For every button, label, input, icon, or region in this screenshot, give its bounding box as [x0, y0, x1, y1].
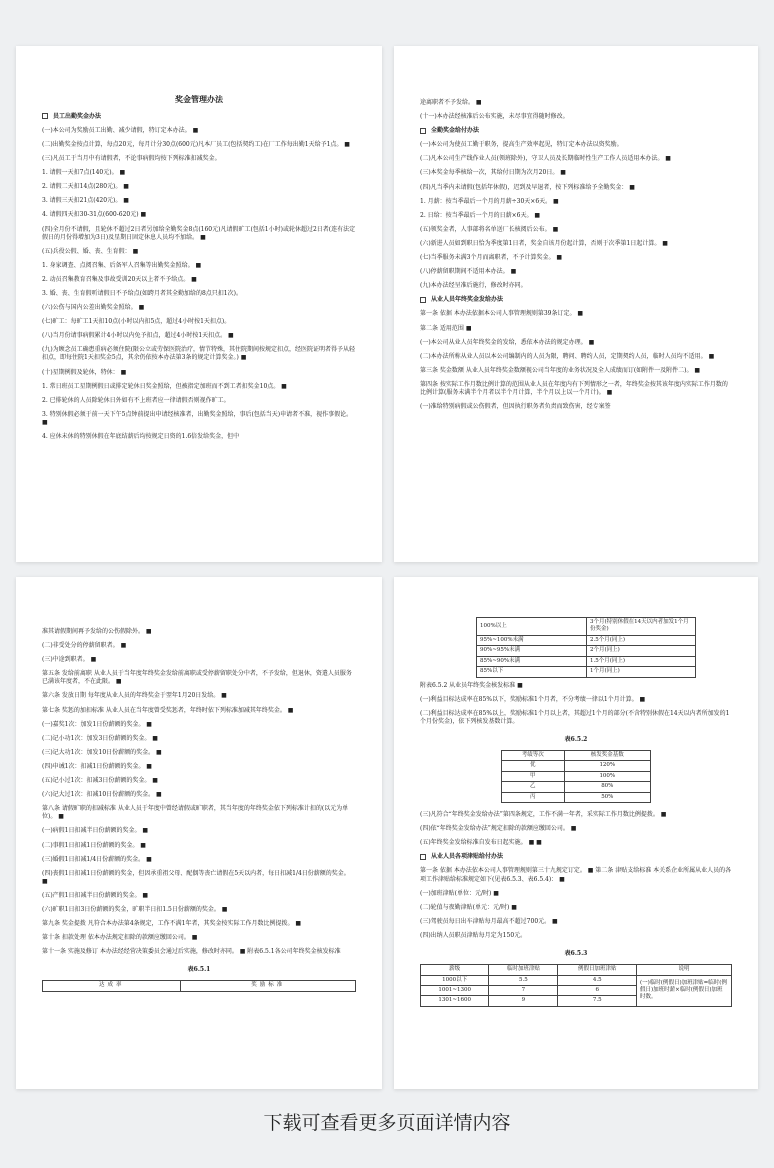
table-cell: 7 [489, 985, 558, 995]
paragraph: (三)凡员工于当月中有请假者，不论事病假均按下列标准扣减奖金。 [42, 155, 221, 163]
award-standard-table [42, 980, 356, 991]
checkbox-icon [420, 297, 426, 303]
table-cell: 100%以上 [477, 618, 587, 636]
paragraph: (四)凡当季内未请假(包括年休假)，迟到及早退者，按下列标准给予全勤奖金： ■ [420, 183, 635, 191]
paragraph-list [42, 628, 356, 956]
table-cell: 95%~100%未满 [477, 635, 587, 645]
paragraph: (一)加班津贴(单位：元/时) ■ [420, 889, 499, 897]
table-row [502, 761, 651, 771]
table-cell: 1个月(同上) [587, 667, 696, 677]
table-row [477, 635, 696, 645]
section-heading: 员工出勤奖金办法 [42, 113, 356, 121]
paragraph: (六)公伤与国内公差出勤奖金照给。 ■ [42, 304, 145, 312]
paragraph: 第六条 发放日期 每年度从业人员的年终奖金于翌年1月20日发给。 ■ [42, 692, 227, 700]
checkbox-icon [420, 128, 426, 134]
table-header-cell: 奖励标准 [181, 981, 356, 991]
table-cell: 4.5 [558, 975, 637, 985]
table-caption: 表6.5.2 [564, 735, 588, 743]
paragraph: (六)记大过1次：扣减10日份薪额的奖金。 ■ [42, 791, 162, 799]
table-header-cell: 达成率 [43, 981, 181, 991]
table-row [502, 792, 651, 802]
table-row [477, 667, 696, 677]
paragraph: (一)本公司为使员工勤于职务，提高生产效率起见，特订定本办法以资奖励。 [420, 141, 623, 149]
paragraph: 第一条 依据 本办法依本公司人事管理规则第三十九规定订定。 ■ 第二条 津贴支给标准 本关系企业所属从业人员的各项工作津贴给标准规定如下(见表6.5.3、表6.5.4)： ■ [420, 867, 732, 883]
table-header-cell: 临时加班津贴 [489, 965, 558, 975]
paragraph-list [420, 682, 732, 726]
paragraph-list [420, 811, 732, 847]
paragraph: (三)记大功1次：加发10日份薪额的奖金。 ■ [42, 748, 162, 756]
paragraph: (四)丧假1日扣减1日份薪额的奖金，但因承重祖父母、配偶等丧亡请假在5天以内者，每日扣减1/4日份薪额的奖金。 ■ [42, 869, 350, 885]
paragraph: (四)申诫1次：扣减1日份薪额的奖金。 ■ [42, 762, 152, 770]
paragraph: (三)婚假1日扣减1/4日份薪额的奖金。 ■ [42, 855, 152, 863]
paragraph: (三)驾驶员每日出车津贴每月最高不超过700元。 ■ [420, 917, 558, 925]
paragraph: (四)依“年终奖金发给办法”规定扣除的款额应缴回公司。 ■ [420, 825, 577, 833]
paragraph: (一)准给特别病假或公伤假者，但因执行职务者负责而致伤害，经专案签 [420, 403, 611, 411]
table-cell: 优 [502, 761, 565, 771]
checkbox-icon [42, 113, 48, 119]
paragraph: (五)产假1日扣减半日份薪额的奖金。 ■ [42, 891, 149, 899]
paragraph: (十)星期例假及轮休，特休： ■ [42, 368, 127, 376]
paragraph: 3. 请假三天扣21点(420元)。 ■ [42, 197, 129, 205]
table-cell: 1.5个月(同上) [587, 656, 696, 666]
table-header-cell: 核发奖金基数 [564, 751, 650, 761]
paragraph: 4. 请假四天扣30-31点(600-620元) ■ [42, 211, 147, 219]
paragraph: (二)出勤奖金按点计算，每点20元，每月计分30点(600元)凡本厂员工(包括契约工)在厂工作每出勤1天给予1点。 ■ [42, 140, 350, 148]
paragraph: (二)非受处分的停薪留职者。 ■ [42, 642, 127, 650]
paragraph: 2. 日给：按当季最后一个月的日薪×6天。 ■ [420, 211, 541, 219]
paragraph: 途离职者不予发给。 ■ [420, 99, 482, 106]
paragraph: (三)中途到职者。 ■ [42, 656, 97, 664]
paragraph: (五)年终奖金发给标准自发布日起实施。 ■ ■ [420, 839, 542, 847]
paragraph: 第四条 按实际工作月数比例计算的范围从业人员在年度内有下列情形之一者，年终奖金按其该年度内实际工作月数的比例计算(服务未满半个月者以半个月计算，半个月以上以一个月计)。 ■ [420, 380, 728, 396]
table-cell: 甲 [502, 771, 565, 781]
paragraph: (三)凡符合“年终奖金发给办法”第四条规定，工作不满一年者，采实际工作月数比例提拨。 ■ [420, 811, 667, 819]
paragraph: 4. 应休未休的特别休假在年底结薪后均按规定日资的1.6倍发给奖金，但中 [42, 433, 240, 441]
paragraph: (五)兵役公假、婚、丧、生育假： ■ [42, 247, 139, 255]
paragraph: (二)本办法所称从业人员以本公司编制内的人员为限，聘问、聘约人员，定期契约人员，临时人员均不适用。 ■ [420, 352, 715, 360]
paragraph-list [42, 127, 356, 441]
paragraph: 第七条 奖惩的加扣标准 从业人员在当年度曾受奖惩者，年终时依下列标准加减其年终奖金。 ■ [42, 706, 294, 714]
allowance-table [420, 964, 732, 1007]
table-header-cell: 说明 [637, 965, 732, 975]
paragraph: (一)嘉奖1次：加发1日份薪额的奖金。 ■ [42, 720, 152, 728]
table-header-cell: 薪级 [421, 965, 489, 975]
table-row [502, 771, 651, 781]
section-heading: 从业人员各项津贴给付办法 [420, 853, 732, 861]
paragraph: 第一条 依据 本办法依据本公司人事管理规则第39条订定。 ■ [420, 310, 584, 318]
paragraph: (一)病假1日扣减半日份薪额的奖金。 ■ [42, 827, 149, 835]
table-cell: 100% [564, 771, 650, 781]
table-cell: 85%以下 [477, 667, 587, 677]
table-cell: 乙 [502, 782, 565, 792]
paragraph: (九)为顾念员工确患重病必须住院(限公立或劳保医院治疗，情节特殊，其住院期间按规定扣点，经医院证明者得予从轻扣点，即每住院1天扣奖金5点，其余仍依按本办法第3条的规定计算奖金。) ■ [42, 346, 356, 362]
paragraph-list [420, 99, 732, 121]
paragraph: (八)当月份请事病假累计4小时以内免予扣点，超过4小时按1天扣点。 ■ [42, 332, 234, 340]
section-heading: 全勤奖金给付办法 [420, 127, 732, 135]
paragraph: (二)事假1日扣减1日份薪额的奖金。 ■ [42, 841, 146, 849]
table-row [477, 656, 696, 666]
table-header-cell: 例假日加班津贴 [558, 965, 637, 975]
table-cell: 1001~1300 [421, 985, 489, 995]
document-page-4 [394, 577, 758, 1089]
paragraph: (七)旷工：每旷工1天扣10点(小时以内扣5点，超过4小时按1天扣点)。 [42, 318, 231, 326]
paragraph: 1. 常日班员工星期例假日或排定轮休日奖金照给，但被指定加班而不到工者扣奖金10点。 ■ [42, 382, 287, 390]
paragraph: (四)全月份不请假，且轮休不超过2日者另加给全勤奖金8点(160元)凡请假旷工(包括1小时)或轮休超过2日者(连有法定假日的月份得增加为3日)及星期日固定休息人员均不加给。 ■ [42, 225, 356, 241]
paragraph: (八)停薪留职期间不适用本办法。 ■ [420, 268, 517, 276]
document-page-3 [16, 577, 382, 1089]
document-title: 奖金管理办法 [175, 94, 223, 104]
table-row [502, 782, 651, 792]
paragraph: (九)本办法经呈准后施行，修改时亦同。 [420, 282, 527, 290]
paragraph: 1. 月薪：按当季最后一个月的月薪÷30天×6天。 ■ [420, 197, 559, 205]
paragraph: (二)轮值与夜勤津贴(单元：元/时) ■ [420, 903, 517, 911]
table-cell: 120% [564, 761, 650, 771]
paragraph: 2. 已排轮休的人员除轮休日外如有不上班者应一律请假否则视作旷工。 [42, 396, 230, 404]
paragraph: 第八条 请假旷职的扣减标准 从业人员于年度中曾经请假或旷职者，其当年度的年终奖金依下列标准计扣的(以元为单位)。 ■ [42, 805, 349, 821]
checkbox-icon [420, 854, 426, 860]
paragraph: (四)出纳人员职员津贴每月定为150元。 [420, 931, 527, 939]
table-cell: 1301~1600 [421, 996, 489, 1006]
achievement-table [476, 617, 696, 678]
table-cell: 1000以下 [421, 975, 489, 985]
table-cell: 50% [564, 792, 650, 802]
paragraph: (一)本公司为奖励员工出勤、减少请假，特订定本办法。 ■ [42, 126, 199, 134]
paragraph: (六)新进人员如到职日恰为季度第1日者，奖金自该月份起计算，否则于次季第1日起计算。 ■ [420, 239, 668, 247]
table-row [477, 646, 696, 656]
paragraph: 附表6.5.2 从业员年终奖金核发标准 ■ [420, 681, 523, 689]
paragraph: 2. 动员召集教育召集及事故受训20天以上者不予给点。 ■ [42, 275, 197, 283]
paragraph: (一)利益目标达成率在85%以下，奖励标准1个月者，不分考绩一律以1个月计算。 ■ [420, 695, 646, 703]
paragraph-list [420, 141, 732, 290]
table-cell: 丙 [502, 792, 565, 802]
table-row [421, 975, 732, 985]
paragraph: 1. 请假一天扣7点(140元)。 ■ [42, 169, 126, 177]
table-cell: 9 [489, 996, 558, 1006]
table-cell: 80% [564, 782, 650, 792]
paragraph: (七)当季服务未满3个月而离职者，不予计算奖金。 ■ [420, 254, 563, 262]
paragraph: 3. 特别休假必须于前一天下午5点钟前提出申请经核准者，出勤奖金照给，事后(包括当天)申请者不准，视作事假论。 ■ [42, 410, 353, 426]
paragraph: 第二条 适用范围 ■ [420, 324, 472, 332]
paragraph: (三)本奖金每季核给一次，其给付日期为次月20日。 ■ [420, 169, 566, 177]
table-header-cell: 考绩等次 [502, 751, 565, 761]
table-cell: 6 [558, 985, 637, 995]
paragraph: 第十一条 实施及修订 本办法经经营决策委员会通过后实施，修改时亦同。 ■ 附表6.5.1各公司年终奖金核发标准 [42, 948, 341, 956]
paragraph: (二)记小功1次：加发3日份薪额的奖金。 ■ [42, 734, 158, 742]
paragraph: 3. 婚、丧、生育假听请假日不予给点(如跨月者其全勤加给的8点只扣1次)。 [42, 290, 242, 298]
paragraph: (十一)本办法经核准后公布实施，未尽事宜得随时修改。 [420, 113, 569, 121]
table-cell: 85%~90%未满 [477, 656, 587, 666]
paragraph: 2. 请假二天扣14点(280元)。 ■ [42, 183, 129, 191]
paragraph: 第十条 扣款处理 依本办法规定扣除的款额应缴回公司。 ■ [42, 934, 198, 942]
paragraph-list [420, 310, 732, 411]
paragraph-list [420, 867, 732, 940]
paragraph: (五)记小过1次：扣减3日份薪额的奖金。 ■ [42, 777, 158, 785]
paragraph: (一)本公司从业人员年终奖金的发给，悉依本办法的规定办理。 ■ [420, 338, 595, 346]
document-page-2 [394, 46, 758, 562]
table-cell: 2.5个月(同上) [587, 635, 696, 645]
table-cell: 90%~95%未满 [477, 646, 587, 656]
table-cell: 5.5 [489, 975, 558, 985]
table-cell: 7.5 [558, 996, 637, 1006]
table-caption: 表6.5.1 [187, 966, 211, 974]
section-heading: 从业人员年终奖金发给办法 [420, 296, 732, 304]
paragraph: (六)旷职1日扣3日份薪额的奖金，旷职半日扣1.5日份薪额的奖金。 ■ [42, 905, 228, 913]
paragraph: (二)凡本公司生产线作业人员(领班除外)，守卫人员及长期临时性生产工作人员适用本办法。 ■ [420, 155, 671, 163]
table-note-cell: (一)临时(例假日)加班津贴=临时(例假日)加班时薪×临时(例假日)加班时数。 [637, 975, 732, 1006]
paragraph: 第五条 发给前离职 从业人员于当年度年终奖金发给前离职或受停薪留职处分中者，不予发给，但退休，资遣人员服务已满该年度者，不在此限。 ■ [42, 670, 352, 686]
table-cell: 2个月(同上) [587, 646, 696, 656]
paragraph: 1. 身家调查、点阅召集、后备军人召集等出勤奖金照给。 ■ [42, 261, 202, 269]
download-more-link[interactable]: 下载可查看更多页面详情内容 [263, 1112, 511, 1134]
paragraph: (二)利益目标达成率在85%以上，奖励标准1个月以上者，其超过1个月的部分(不含特别休假在14天以内者所加发的1个月份奖金)，依下列核发基数计算。 [420, 709, 730, 725]
paragraph: 第三条 奖金数额 从业人员年终奖金数额视公司当年度的业务状况及全人成绩而订(如附件一及附件二)。 ■ [420, 366, 701, 374]
paragraph: 准其请假期间再予发给的公伤假除外。 ■ [42, 628, 152, 635]
table-caption: 表6.5.3 [564, 950, 588, 958]
grade-table [501, 750, 651, 803]
paragraph: (五)领奖金者，人事部将名单送厂长核阅后公布。 ■ [420, 225, 559, 233]
document-page-1 [16, 46, 382, 562]
table-row [477, 618, 696, 636]
table-cell: 3个月(特别休假在14天以内者加发1个月份奖金) [587, 618, 696, 636]
paragraph: 第九条 奖金提拨 凡符合本办法第4条规定，工作不满1年者，其奖金按实际工作月数比例提拨。 ■ [42, 920, 302, 928]
